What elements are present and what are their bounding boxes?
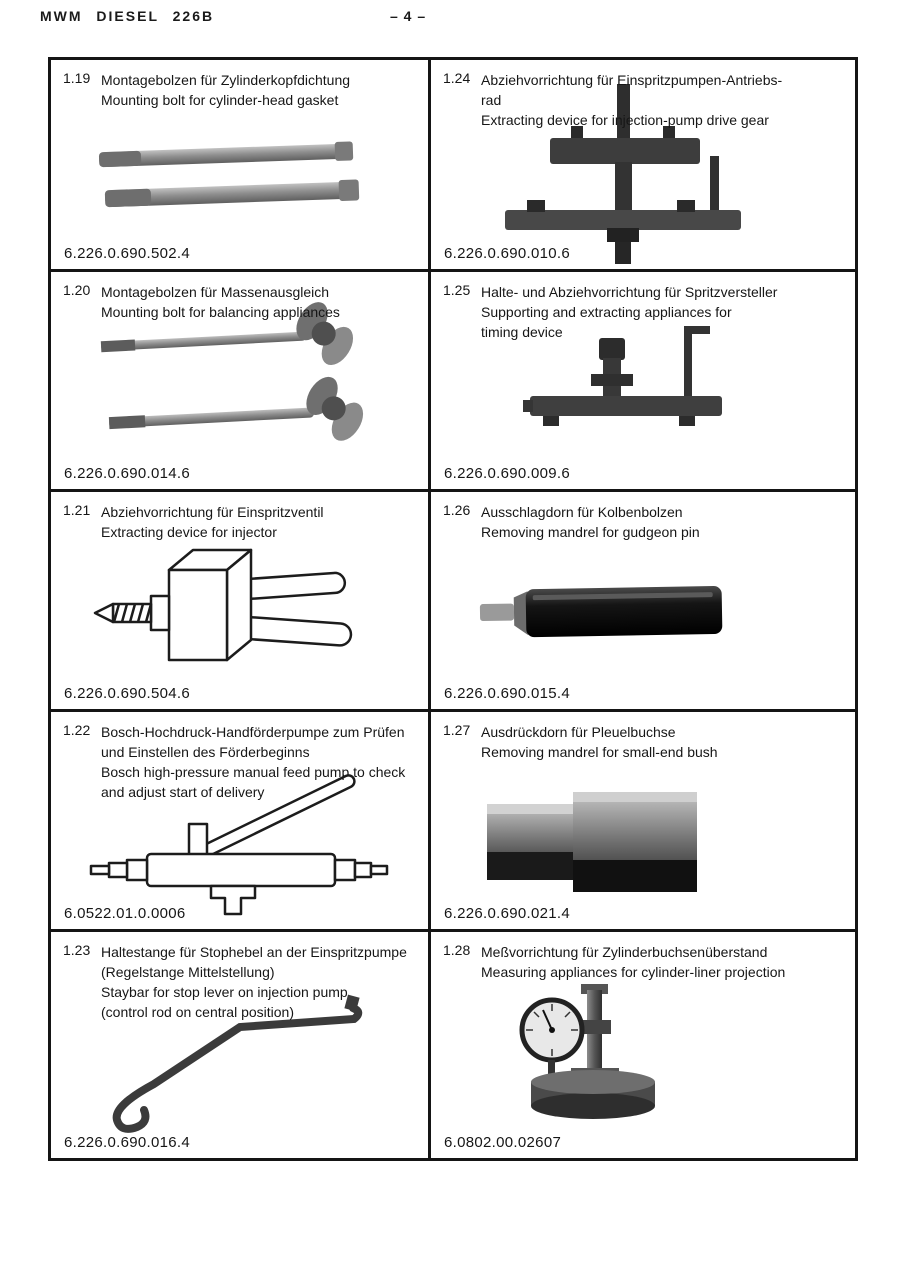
page-number: – 4 – [390,8,427,24]
desc-line-de: (Regelstange Mittelstellung) [101,964,275,980]
desc-line-en: Supporting and extracting appliances for [481,304,732,320]
item-number: 1.27 [443,722,471,738]
item-number: 1.25 [443,282,471,298]
item-description [101,502,324,542]
desc-line-en: timing device [481,324,563,340]
item-description [481,70,782,130]
part-number: 6.226.0.690.014.6 [64,465,191,482]
item-description [481,722,718,762]
desc-line-en: Removing mandrel for gudgeon pin [481,524,700,540]
desc-line-en: Measuring appliances for cylinder-liner projection [481,964,786,980]
item-number: 1.26 [443,502,471,518]
desc-line-de: Abziehvorrichtung für Einspritzpumpen-Antriebs- [481,72,783,88]
desc-line-de: Haltestange für Stophebel an der Einspritzpumpe [101,944,407,960]
item-description [101,942,407,1022]
desc-line-en: Extracting device for injection-pump drive gear [481,112,769,128]
item-description [101,722,405,802]
item-number: 1.20 [63,282,91,298]
part-number: 6.0522.01.0.0006 [64,905,186,922]
tool-cell-1-26 [431,492,855,709]
item-description [101,70,350,110]
tool-catalog-table [48,57,858,1161]
part-number: 6.226.0.690.009.6 [444,465,571,482]
tool-cell-1-20 [51,272,428,489]
item-description [481,282,777,342]
item-description [481,502,700,542]
tool-cell-1-25 [431,272,855,489]
tool-cell-1-23 [51,932,428,1158]
desc-line-de: Abziehvorrichtung für Einspritzventil [101,504,324,520]
desc-line-de: rad [481,92,502,108]
desc-line-de: Ausdrückdorn für Pleuelbuchse [481,724,676,740]
part-number: 6.226.0.690.015.4 [444,685,571,702]
item-description [481,942,785,982]
item-number: 1.24 [443,70,471,86]
tool-cell-1-19 [51,60,428,269]
desc-line-en: (control rod on central position) [101,1004,294,1020]
doc-title: MWM DIESEL 226B [40,8,215,24]
tool-cell-1-28 [431,932,855,1158]
part-number: 6.226.0.690.504.6 [64,685,191,702]
item-description [101,282,340,322]
desc-line-de: Halte- und Abziehvorrichtung für Spritzversteller [481,284,778,300]
desc-line-en: and adjust start of delivery [101,784,265,800]
tool-cell-1-27 [431,712,855,929]
tool-cell-1-22 [51,712,428,929]
desc-line-en: Extracting device for injector [101,524,277,540]
part-number: 6.226.0.690.502.4 [64,245,191,262]
item-number: 1.28 [443,942,471,958]
desc-line-de: Montagebolzen für Zylinderkopfdichtung [101,72,351,88]
desc-line-en: Mounting bolt for cylinder-head gasket [101,92,339,108]
desc-line-de: Bosch-Hochdruck-Handförderpumpe zum Prüfen [101,724,405,740]
part-number: 6.226.0.690.021.4 [444,905,571,922]
tool-cell-1-21 [51,492,428,709]
item-number: 1.19 [63,70,91,86]
desc-line-de: Montagebolzen für Massenausgleich [101,284,330,300]
desc-line-de: Ausschlagdorn für Kolbenbolzen [481,504,683,520]
part-number: 6.0802.00.02607 [444,1134,562,1151]
part-number: 6.226.0.690.016.4 [64,1134,191,1151]
part-number: 6.226.0.690.010.6 [444,245,571,262]
desc-line-de: und Einstellen des Förderbeginns [101,744,310,760]
item-number: 1.22 [63,722,91,738]
desc-line-en: Mounting bolt for balancing appliances [101,304,340,320]
item-number: 1.21 [63,502,91,518]
desc-line-en: Removing mandrel for small-end bush [481,744,718,760]
tool-cell-1-24 [431,60,855,269]
item-number: 1.23 [63,942,91,958]
desc-line-en: Bosch high-pressure manual feed pump to check [101,764,406,780]
desc-line-en: Staybar for stop lever on injection pump [101,984,348,1000]
desc-line-de: Meßvorrichtung für Zylinderbuchsenüberstand [481,944,768,960]
